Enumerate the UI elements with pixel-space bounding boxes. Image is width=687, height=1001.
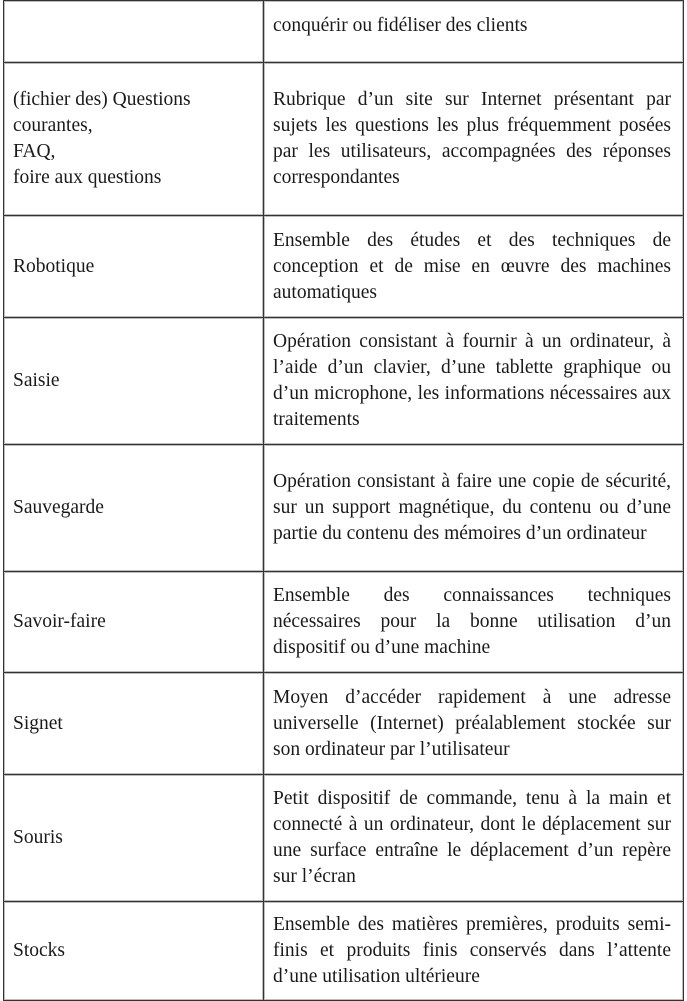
- term-cell: [4, 902, 264, 1001]
- table-row: [4, 1, 684, 63]
- definition-cell: Opération consistant à faire une copie de sécurité, sur un support magnétique, du contenu ou d’une partie du contenu des mémoires d’un ordinateur: [264, 445, 684, 572]
- definition-cell: Rubrique d’un site sur Internet présentant par sujets les questions les plus fréquemment posées par les utilisateurs, accompagnées des réponses correspondantes: [264, 63, 684, 216]
- term-cell: [4, 572, 264, 673]
- table-row: [4, 572, 684, 673]
- term-text: Stocks: [13, 940, 66, 961]
- term-text: Sauvegarde: [13, 497, 104, 518]
- definition-cell: Opération consistant à fournir à un ordinateur, à l’aide d’un clavier, d’une tablette graphique ou d’un microphone, les informations nécessaires aux traitements: [264, 318, 684, 445]
- table-row: [4, 216, 684, 318]
- definition-cell: Petit dispositif de commande, tenu à la main et connecté à un ordinateur, dont le déplacement sur une surface entraîne le déplacement d’un repère sur l’écran: [264, 775, 684, 902]
- term-text: Savoir-faire: [13, 611, 106, 632]
- term-text: Souris: [13, 827, 63, 848]
- term-text: (fichier des) Questions courantes,: [13, 89, 191, 136]
- term-text: foire aux questions: [13, 167, 162, 188]
- term-cell: [4, 775, 264, 902]
- term-text: FAQ,: [13, 141, 56, 162]
- definition-cell: conquérir ou fidéliser des clients: [264, 1, 684, 63]
- table-row: [4, 902, 684, 1001]
- term-cell: [4, 63, 264, 216]
- term-cell: [4, 445, 264, 572]
- term-cell: [4, 1, 264, 63]
- definition-cell: Moyen d’accéder rapidement à une adresse universelle (Internet) préalablement stockée sur son ordinateur par l’utilisateur: [264, 673, 684, 775]
- term-cell: [4, 318, 264, 445]
- table-row: [4, 445, 684, 572]
- definition-cell: Ensemble des études et des techniques de conception et de mise en œuvre des machines automatiques: [264, 216, 684, 318]
- definition-cell: Ensemble des matières premières, produits semi-finis et produits finis conservés dans l’attente d’une utilisation ultérieure: [264, 902, 684, 1001]
- definition-cell: Ensemble des connaissances techniques nécessaires pour la bonne utilisation d’un dispositif ou d’une machine: [264, 572, 684, 673]
- term-cell: [4, 673, 264, 775]
- term-cell: [4, 216, 264, 318]
- table-row: [4, 318, 684, 445]
- table-row: [4, 775, 684, 902]
- table-row: [4, 63, 684, 216]
- table-row: [4, 673, 684, 775]
- term-text: Saisie: [13, 370, 60, 391]
- glossary-table: [3, 0, 684, 1001]
- term-text: Signet: [13, 712, 63, 734]
- term-text: Robotique: [13, 255, 95, 277]
